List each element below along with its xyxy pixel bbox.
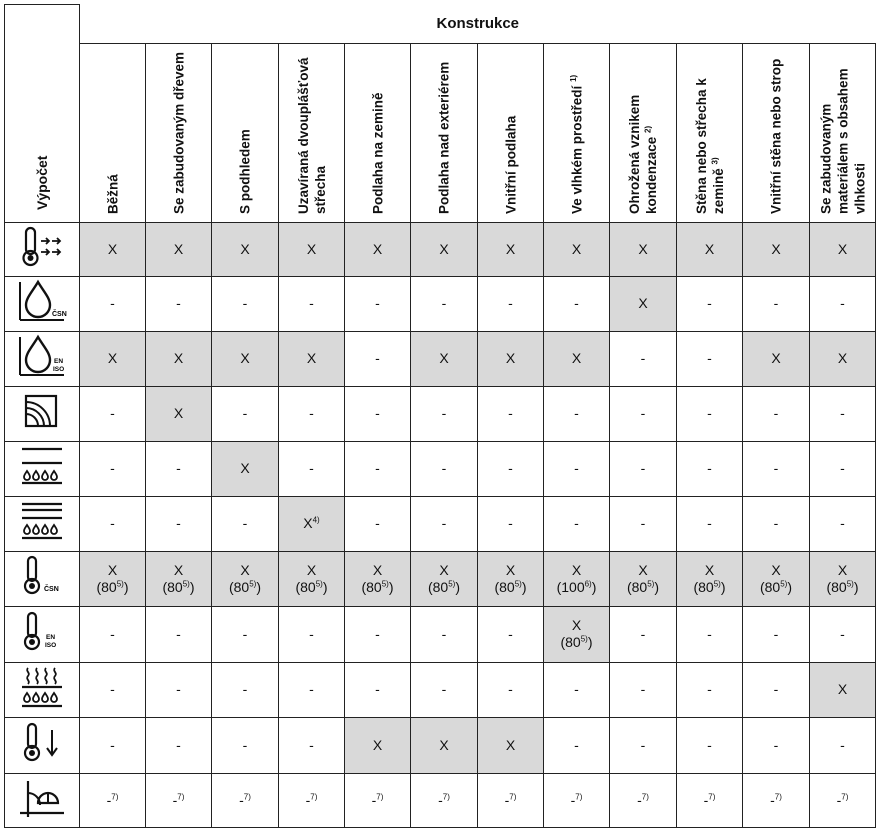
column-header-label: Stěna nebo střecha k zemině $^{3)}$ <box>693 77 726 214</box>
table-cell: - <box>610 331 677 386</box>
table-cell: $X^{4)}$ <box>279 496 345 551</box>
table-cell: - <box>212 276 279 331</box>
table-cell: - <box>677 606 743 662</box>
drop-en-iso-icon <box>5 331 80 386</box>
row-header-label: Výpočet <box>34 155 50 210</box>
table-cell: - <box>345 386 411 441</box>
table-cell: X <box>146 331 212 386</box>
table-cell: - <box>743 276 810 331</box>
table-cell: X (100$^{6)}$) <box>544 551 610 606</box>
column-header-label: Se zabudovaným materiálem s obsahem vlhkosti <box>818 67 867 214</box>
column-header <box>212 43 279 222</box>
table-cell: X <box>610 222 677 276</box>
column-header <box>80 43 146 222</box>
table-cell: - <box>411 386 478 441</box>
column-header-label: Podlaha na zemině <box>370 91 385 214</box>
table-cell: -$^{7)}$ <box>810 773 876 827</box>
column-header-label: S podhledem <box>237 128 253 214</box>
table-cell: - <box>212 606 279 662</box>
column-header <box>810 43 876 222</box>
table-cell: X <box>544 331 610 386</box>
ceiling-drops-icon <box>5 441 80 496</box>
table-cell: - <box>544 276 610 331</box>
table-cell: - <box>212 386 279 441</box>
table-cell: - <box>345 496 411 551</box>
table-cell: - <box>345 276 411 331</box>
table-cell: - <box>743 441 810 496</box>
table-cell: - <box>80 606 146 662</box>
svg-text:ISO: ISO <box>53 366 65 373</box>
table-cell: X (80$^{5)}$) <box>411 551 478 606</box>
table-cell: - <box>80 662 146 717</box>
svg-text:ČSN: ČSN <box>52 311 67 318</box>
table-cell: - <box>279 386 345 441</box>
table-row <box>5 606 876 662</box>
footnote-marker: 2) <box>643 125 653 133</box>
table-cell: X <box>544 222 610 276</box>
table-cell: X <box>212 441 279 496</box>
table-cell: - <box>212 717 279 773</box>
table-cell: - <box>146 606 212 662</box>
table-cell: - <box>411 496 478 551</box>
column-header <box>544 43 610 222</box>
table-cell: X <box>677 222 743 276</box>
table-cell: X (80$^{5)}$) <box>279 551 345 606</box>
table-cell: - <box>743 662 810 717</box>
column-header <box>478 43 544 222</box>
table-cell: - <box>743 496 810 551</box>
wood-grain-icon <box>5 386 80 441</box>
table-cell: -$^{7)}$ <box>544 773 610 827</box>
table-cell: - <box>743 606 810 662</box>
table-cell: - <box>810 717 876 773</box>
table-cell: - <box>345 441 411 496</box>
table-cell: X (80$^{5)}$) <box>810 551 876 606</box>
table-cell: X <box>212 331 279 386</box>
table-row <box>5 496 876 551</box>
column-header-label: Se zabudovaným dřevem <box>171 51 186 214</box>
table-cell: X <box>345 717 411 773</box>
table-cell: - <box>411 606 478 662</box>
table-cell: X <box>810 662 876 717</box>
table-cell: - <box>212 496 279 551</box>
table-cell: X (80$^{5)}$) <box>345 551 411 606</box>
table-cell: - <box>345 662 411 717</box>
table-cell: -$^{7)}$ <box>610 773 677 827</box>
table-cell: - <box>610 496 677 551</box>
table-cell: - <box>411 662 478 717</box>
table-row <box>5 662 876 717</box>
table-row <box>5 441 876 496</box>
table-cell: X (80$^{5)}$) <box>544 606 610 662</box>
group-title: Konstrukce <box>80 5 876 44</box>
column-header <box>743 43 810 222</box>
table-cell: X <box>411 717 478 773</box>
table-cell: - <box>478 662 544 717</box>
table-cell: - <box>146 441 212 496</box>
table-cell: - <box>743 717 810 773</box>
table-cell: -$^{7)}$ <box>279 773 345 827</box>
svg-text:EN: EN <box>54 358 64 365</box>
table-cell: X <box>146 386 212 441</box>
table-cell: -$^{7)}$ <box>212 773 279 827</box>
table-cell: - <box>610 717 677 773</box>
table-cell: X <box>146 222 212 276</box>
table-cell: X <box>80 331 146 386</box>
ground-structure-icon <box>5 773 80 827</box>
column-header-label: Běžná <box>105 173 120 214</box>
column-header-label: Vnitřní stěna nebo strop <box>768 58 784 214</box>
table-cell: -$^{7)}$ <box>743 773 810 827</box>
table-row <box>5 276 876 331</box>
table-cell: - <box>279 662 345 717</box>
table-cell: X (80$^{5)}$) <box>212 551 279 606</box>
table-row <box>5 551 876 606</box>
column-header <box>146 43 212 222</box>
table-cell: - <box>544 662 610 717</box>
table-cell: - <box>677 276 743 331</box>
double-roof-drops-icon <box>5 496 80 551</box>
table-cell: - <box>345 331 411 386</box>
svg-text:EN: EN <box>46 633 56 641</box>
table-cell: - <box>478 386 544 441</box>
table-cell: - <box>544 717 610 773</box>
thermometer-csn-icon <box>5 551 80 606</box>
table-cell: - <box>677 441 743 496</box>
svg-text:ISO: ISO <box>45 641 57 649</box>
table-cell: - <box>810 386 876 441</box>
table-cell: X <box>743 331 810 386</box>
evaporation-drops-icon <box>5 662 80 717</box>
table-cell: - <box>677 386 743 441</box>
table-cell: X <box>212 222 279 276</box>
thermometer-down-icon <box>5 717 80 773</box>
table-cell: X <box>743 222 810 276</box>
table-cell: - <box>146 717 212 773</box>
table-cell: X <box>810 222 876 276</box>
table-cell: - <box>810 496 876 551</box>
table-cell: - <box>279 606 345 662</box>
table-cell: X <box>810 331 876 386</box>
table-cell: - <box>610 386 677 441</box>
column-header-label: Podlaha nad exteriérem <box>436 61 452 214</box>
table-cell: - <box>677 662 743 717</box>
table-cell: X (80$^{5)}$) <box>80 551 146 606</box>
table-cell: - <box>279 717 345 773</box>
table-cell: -$^{7)}$ <box>345 773 411 827</box>
table-cell: X (80$^{5)}$) <box>146 551 212 606</box>
table-cell: X <box>411 331 478 386</box>
column-header-label: Ohrožená vznikem kondenzace $^{2)}$ <box>627 94 659 214</box>
footnote-marker: 1) <box>568 74 578 82</box>
table-cell: - <box>810 606 876 662</box>
table-cell: X <box>345 222 411 276</box>
table-cell: - <box>677 496 743 551</box>
table-cell: - <box>80 496 146 551</box>
thermometer-heat-flow-icon <box>5 222 80 276</box>
table-row <box>5 222 876 276</box>
table-cell: - <box>544 386 610 441</box>
column-header-label: Vnitřní podlaha <box>503 115 518 214</box>
table-cell: - <box>810 441 876 496</box>
drop-csn-icon <box>5 276 80 331</box>
column-header <box>610 43 677 222</box>
column-header <box>345 43 411 222</box>
table-cell: - <box>279 441 345 496</box>
table-cell: X (80$^{5)}$) <box>677 551 743 606</box>
table-cell: - <box>146 276 212 331</box>
table-cell: - <box>345 606 411 662</box>
table-cell: X <box>411 222 478 276</box>
table-cell: - <box>478 496 544 551</box>
table-cell: -$^{7)}$ <box>478 773 544 827</box>
table-cell: X <box>478 331 544 386</box>
table-cell: - <box>80 717 146 773</box>
table-cell: - <box>146 496 212 551</box>
table-cell: - <box>279 276 345 331</box>
column-header-label: Uzavíraná dvouplášťová střecha <box>295 56 328 214</box>
table-cell: X (80$^{5)}$) <box>478 551 544 606</box>
table-cell: X <box>279 331 345 386</box>
table-row <box>5 386 876 441</box>
table-cell: - <box>411 441 478 496</box>
table-cell: - <box>212 662 279 717</box>
table-cell: -$^{7)}$ <box>677 773 743 827</box>
table-cell: X (80$^{5)}$) <box>610 551 677 606</box>
table-cell: - <box>610 441 677 496</box>
table-cell: X <box>80 222 146 276</box>
table-row <box>5 717 876 773</box>
table-cell: - <box>80 386 146 441</box>
svg-text:ČSN: ČSN <box>44 586 59 593</box>
column-header <box>411 43 478 222</box>
table-cell: - <box>677 717 743 773</box>
table-cell: - <box>610 606 677 662</box>
table-cell: X <box>279 222 345 276</box>
table-cell: - <box>146 662 212 717</box>
table-cell: X <box>610 276 677 331</box>
table-cell: - <box>80 276 146 331</box>
table-row <box>5 773 876 827</box>
table-cell: X <box>478 222 544 276</box>
footnote-marker: 3) <box>710 156 719 164</box>
table-cell: - <box>677 331 743 386</box>
table-cell: - <box>80 441 146 496</box>
table-cell: - <box>478 441 544 496</box>
table-cell: - <box>478 276 544 331</box>
column-header <box>279 43 345 222</box>
table-cell: X (80$^{5)}$) <box>743 551 810 606</box>
column-header <box>677 43 743 222</box>
table-cell: - <box>411 276 478 331</box>
table-cell: - <box>544 441 610 496</box>
table-cell: - <box>743 386 810 441</box>
table-cell: -$^{7)}$ <box>146 773 212 827</box>
table-cell: - <box>478 606 544 662</box>
table-row <box>5 331 876 386</box>
thermometer-en-iso-icon <box>5 606 80 662</box>
table-cell: -$^{7)}$ <box>411 773 478 827</box>
row-header-vypocet <box>5 5 80 223</box>
table-cell: X <box>478 717 544 773</box>
table-cell: - <box>544 496 610 551</box>
table-cell: - <box>810 276 876 331</box>
table-cell: -$^{7)}$ <box>80 773 146 827</box>
column-header-label: Ve vlhkém prostředí $^{1)}$ <box>568 74 584 214</box>
calculation-matrix <box>4 4 876 828</box>
table-cell: - <box>610 662 677 717</box>
